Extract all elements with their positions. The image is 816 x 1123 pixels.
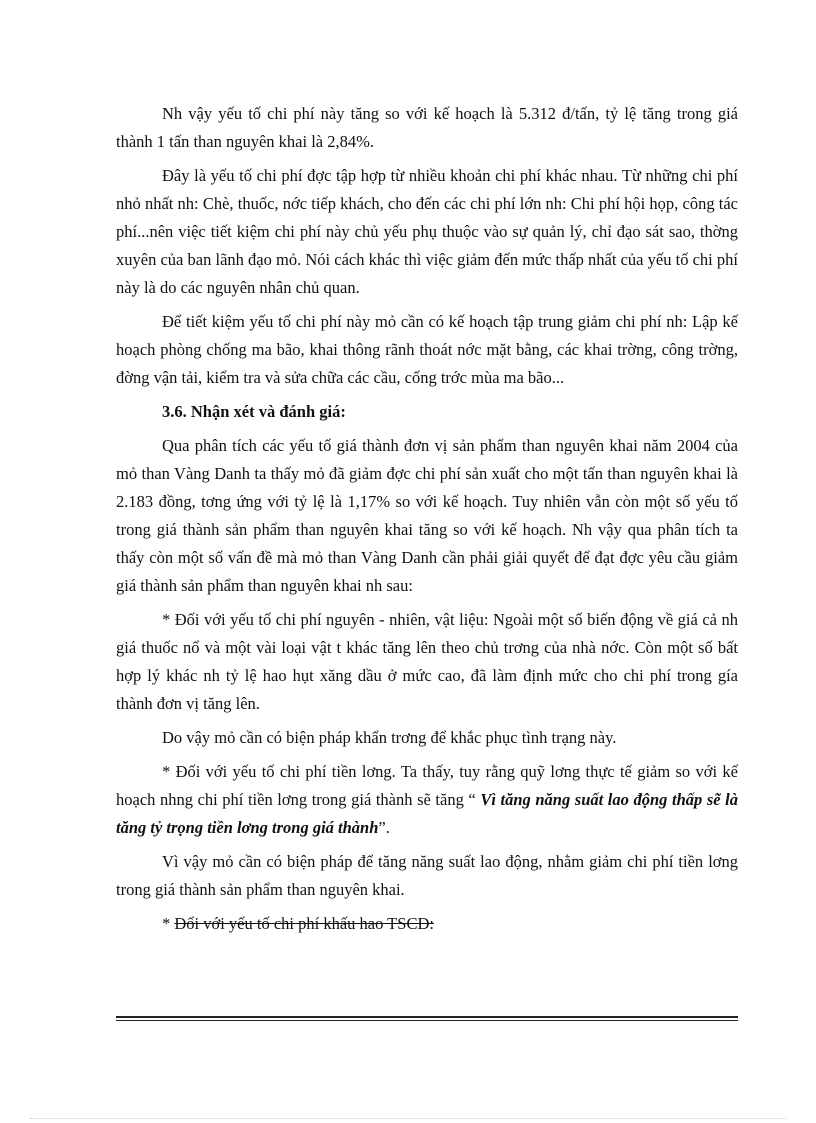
depreciation-struck-text: Đối với yếu tố chi phí khấu hao TSCĐ: <box>174 914 434 933</box>
footer-rule-thick <box>116 1016 738 1018</box>
paragraph-cost-collection: Đây là yếu tố chi phí đợc tập hợp từ nhiều khoản chi phí khác nhau. Từ những chi phí nhỏ nhất nh: Chè, thuốc, nớc tiếp khách, cho đến các chi phí lớn nh: Chi phí hội họp, công tác phí...nên việc tiết kiệm chi phí này chủ yếu phụ thuộc vào sự quản lý, chỉ đạo sát sao, thờng xuyên của ban lãnh đạo mỏ. Nói cách khác thì việc giảm đến mức thấp nhất của yếu tố chi phí này là do các nguyên nhân chủ quan. <box>116 166 738 297</box>
page-bottom-dotted-border <box>30 1118 786 1119</box>
paragraph-materials: * Đối với yếu tố chi phí nguyên - nhiên, vật liệu: Ngoài một số biến động về giá cả nh giá thuốc nổ và một vài loại vật t khác tăng lên theo chủ trơng của nhà nớc. Còn một số bất hợp lý khác nh tỷ lệ hao hụt xăng dầu ở mức cao, đã làm định mức cho chi phí trong gía thành đơn vị tăng lên. <box>116 610 738 713</box>
paragraph-cost-saving-plan: Để tiết kiệm yếu tố chi phí này mỏ cần có kế hoạch tập trung giảm chi phí nh: Lập kế hoạch phòng chống ma bão, khai thông rãnh thoát nớc mặt bằng, các khai trờng, công trờng, đờng vận tải, kiểm tra và sửa chữa các cầu, cống trớc mùa ma bão... <box>116 312 738 387</box>
paragraph-urgent-measures: Do vậy mỏ cần có biện pháp khẩn trơng để khắc phục tình trạng này. <box>162 728 617 747</box>
wages-lead-text: * Đối với yếu tố chi phí tiền lơng. Ta thấy, tuy rằng quỹ lơng thực tế giảm so với kế hoạch nhng chi phí tiền lơng trong giá thành sẽ tăng “ <box>116 762 738 809</box>
paragraph-productivity: Vì vậy mỏ cần có biện pháp để tăng năng suất lao động, nhằm giảm chi phí tiền lơng trong giá thành sản phẩm than nguyên khai. <box>116 852 738 899</box>
wages-emphasis: Vì tăng năng suất lao động thấp sẽ là tăng tỷ trọng tiền lơng trong giá thành <box>116 790 738 837</box>
wages-tail: ”. <box>378 818 390 837</box>
body-text <box>116 100 738 944</box>
paragraph-depreciation <box>116 910 738 938</box>
paragraph-wages <box>116 758 738 842</box>
section-heading: 3.6. Nhận xét và đánh giá: <box>162 402 346 421</box>
footer-rule-thin <box>116 1020 738 1021</box>
paragraph-analysis-summary: Qua phân tích các yếu tố giá thành đơn vị sản phẩm than nguyên khai năm 2004 của mỏ than Vàng Danh ta thấy mỏ đã giảm đợc chi phí sản xuất cho một tấn than nguyên khai là 2.183 đồng, tơng ứng với tỷ lệ là 1,17% so với kế hoạch. Tuy nhiên vẫn còn một số yếu tố trong giá thành sản phẩm than nguyên khai tăng so với kế hoạch. Nh vậy qua phân tích ta thấy còn một số vấn đề mà mỏ than Vàng Danh cần phải giải quyết để đạt đợc yêu cầu giảm giá thành sản phẩm than nguyên khai nh sau: <box>116 436 738 595</box>
depreciation-bullet: * <box>162 914 175 933</box>
paragraph-cost-increase: Nh vậy yếu tố chi phí này tăng so với kế hoạch là 5.312 đ/tấn, tỷ lệ tăng trong giá thành 1 tấn than nguyên khai là 2,84%. <box>116 104 738 151</box>
footer-double-rule <box>116 1016 738 1021</box>
